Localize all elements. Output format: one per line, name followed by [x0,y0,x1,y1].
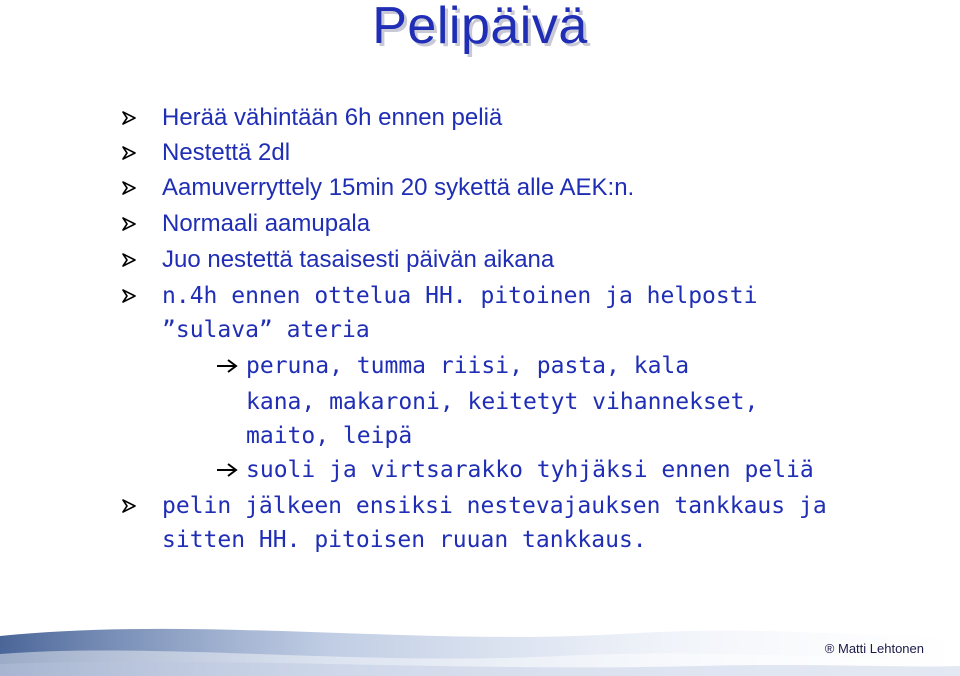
meal-text-line1: n.4h ennen ottelua HH. pitoinen ja helposti [162,283,758,309]
after-text-line2: sitten HH. pitoisen ruuan tankkaus. [162,527,647,553]
bullet-text: Juo nestettä tasaisesti päivän aikana [162,246,555,273]
slide-title: Pelipäivä [372,0,588,55]
right-arrow-icon [212,454,242,486]
bullet-text: Herää vähintään 6h ennen peliä [162,104,503,131]
decorative-wave-band [0,606,960,676]
food-text-line3: maito, leipä [246,423,413,449]
arrowhead-bullet-icon [116,172,142,204]
arrowhead-bullet-icon [116,490,142,522]
arrowhead-bullet-icon [116,244,142,276]
bullet-text: Nestettä 2dl [162,139,291,166]
right-arrow-icon [212,350,242,382]
after-text-line1: pelin jälkeen ensiksi nestevajauksen tankkaus ja [162,493,827,519]
arrowhead-bullet-icon [116,137,142,169]
bullet-text: Aamuverryttely 15min 20 sykettä alle AEK:n. [162,174,635,201]
arrowhead-bullet-icon [116,102,142,134]
toilet-text: suoli ja virtsarakko tyhjäksi ennen peliä [246,457,814,483]
arrowhead-bullet-icon [116,280,142,312]
bullet-text: Normaali aamupala [162,210,371,237]
arrowhead-bullet-icon [116,208,142,240]
food-text-line2: kana, makaroni, keitetyt vihannekset, [246,389,759,415]
food-text-line1: peruna, tumma riisi, pasta, kala [246,353,690,379]
meal-text-line2: ”sulava” ateria [162,317,370,343]
copyright-footer: ® Matti Lehtonen [824,641,924,656]
